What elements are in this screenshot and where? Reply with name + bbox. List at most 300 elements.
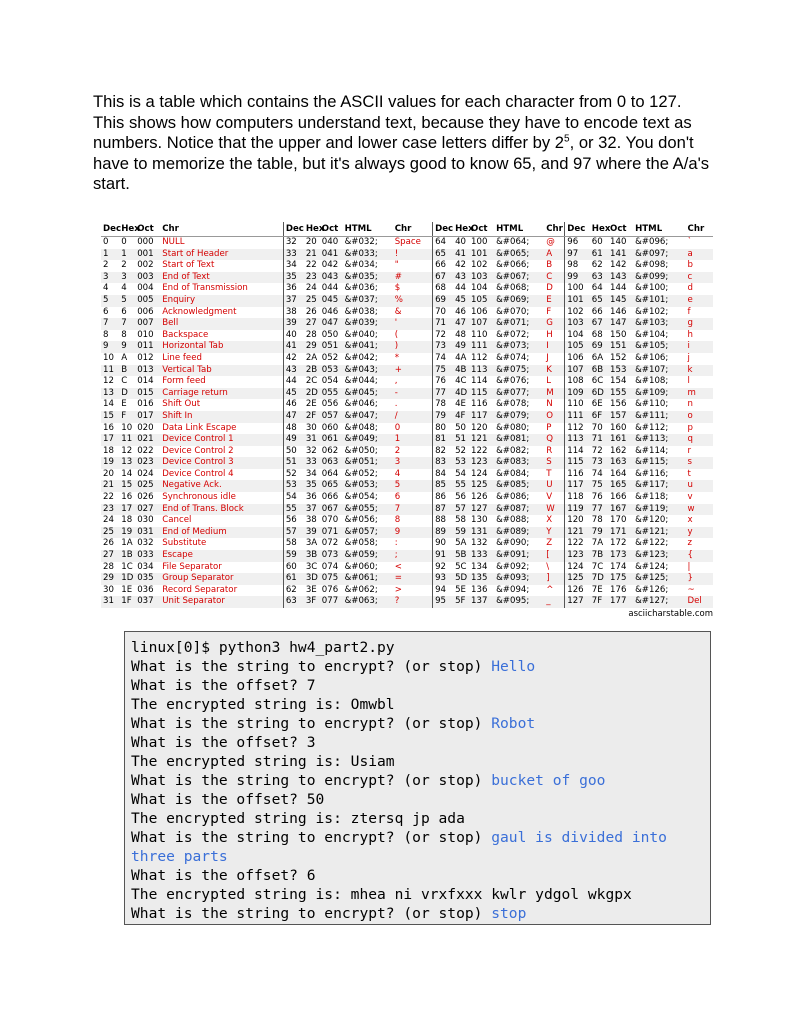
- table-cell: 1: [101, 249, 119, 261]
- table-cell: 67: [433, 272, 454, 284]
- table-cell: W: [544, 504, 565, 516]
- table-cell: 0: [393, 423, 433, 435]
- table-cell: 126: [567, 584, 584, 595]
- table-cell: F: [119, 411, 135, 423]
- table-cell: &#078;: [496, 399, 530, 410]
- table-cell: 011: [135, 341, 160, 353]
- table-cell: 10: [103, 352, 114, 363]
- table-cell: 27: [101, 550, 119, 562]
- table-cell: 23: [304, 272, 320, 284]
- table-cell: 90: [435, 538, 447, 549]
- table-cell: 17: [101, 434, 119, 446]
- table-cell: 13: [119, 457, 135, 469]
- table-cell: Start of Text: [160, 260, 283, 272]
- table-cell: 98: [567, 260, 579, 271]
- table-cell: /: [393, 411, 433, 423]
- table-cell: 16: [103, 422, 114, 433]
- table-cell: 4B: [453, 365, 469, 377]
- table-cell: 137: [469, 596, 494, 608]
- table-cell: 1F: [119, 596, 135, 608]
- table-cell: 70: [435, 306, 447, 317]
- table-cell: 1: [119, 249, 135, 261]
- table-cell: &#061;: [343, 573, 393, 585]
- terminal-output: [124, 631, 711, 925]
- table-cell: 75: [590, 480, 608, 492]
- table-cell: 027: [135, 504, 160, 516]
- table-cell: 037: [135, 596, 160, 608]
- table-cell: 1C: [121, 561, 133, 572]
- table-row: [101, 260, 713, 272]
- table-cell: M: [544, 388, 565, 400]
- table-cell: @: [544, 237, 565, 249]
- table-cell: 044: [321, 283, 339, 294]
- table-cell: 035: [135, 573, 160, 585]
- ascii-header-cell: Oct: [469, 222, 494, 237]
- table-cell: J: [544, 353, 565, 365]
- table-cell: 21: [101, 480, 119, 492]
- table-cell: !: [393, 249, 433, 261]
- table-cell: <: [393, 562, 433, 574]
- table-cell: Del: [686, 596, 713, 608]
- table-cell: l: [687, 376, 690, 387]
- terminal-line: [131, 638, 704, 657]
- table-cell: 29: [304, 341, 320, 353]
- table-cell: 2D: [305, 387, 318, 398]
- table-row: [101, 307, 713, 319]
- table-cell: &#121;: [633, 527, 685, 539]
- table-cell: ?: [393, 596, 433, 608]
- table-cell: 49: [453, 341, 469, 353]
- table-cell: 5: [119, 295, 135, 307]
- table-cell: I: [544, 341, 565, 353]
- table-cell: 6C: [591, 376, 604, 387]
- table-cell: Unit Separator: [160, 596, 283, 608]
- table-cell: &#100;: [635, 283, 669, 294]
- terminal-user-input: Hello: [491, 658, 536, 675]
- table-cell: *: [393, 353, 433, 365]
- table-cell: 108: [567, 376, 584, 387]
- table-cell: 62: [285, 584, 297, 595]
- table-cell: 120: [567, 515, 584, 526]
- table-cell: d: [687, 283, 693, 294]
- table-cell: 124: [471, 468, 488, 479]
- table-cell: +: [393, 365, 433, 377]
- table-cell: Device Control 2: [160, 446, 283, 458]
- table-cell: 172: [610, 538, 627, 549]
- table-cell: 122: [567, 538, 584, 549]
- table-cell: 106: [471, 306, 488, 317]
- table-cell: 15: [101, 411, 119, 423]
- table-cell: Negative Ack.: [160, 480, 283, 492]
- table-row: [101, 585, 713, 597]
- table-cell: 72: [435, 329, 447, 340]
- table-cell: 16: [121, 492, 133, 503]
- table-cell: 157: [608, 411, 633, 423]
- table-cell: 9: [119, 341, 135, 353]
- table-cell: }: [686, 573, 713, 585]
- table-cell: 001: [135, 249, 160, 261]
- table-cell: Vertical Tab: [160, 365, 283, 377]
- table-cell: 070: [321, 515, 339, 526]
- table-cell: Acknowledgment: [160, 307, 283, 319]
- table-cell: 177: [608, 596, 633, 608]
- table-cell: 103: [469, 272, 494, 284]
- table-cell: &#095;: [494, 596, 544, 608]
- table-cell: 31: [101, 596, 119, 608]
- table-cell: &#057;: [343, 527, 393, 539]
- table-cell: &#046;: [344, 399, 378, 410]
- table-cell: $: [393, 283, 433, 295]
- table-cell: 102: [567, 306, 584, 317]
- table-cell: 43: [453, 272, 469, 284]
- table-cell: &#102;: [635, 306, 669, 317]
- table-cell: &#070;: [496, 306, 530, 317]
- table-cell: 006: [137, 306, 154, 317]
- table-cell: 045: [320, 295, 343, 307]
- table-cell: &#036;: [344, 283, 378, 294]
- table-cell: 042: [321, 260, 339, 271]
- table-cell: 142: [610, 260, 627, 271]
- table-cell: 173: [608, 550, 633, 562]
- table-cell: 55: [283, 504, 304, 516]
- table-row: [101, 515, 713, 527]
- table-cell: 163: [608, 457, 633, 469]
- table-cell: &#083;: [494, 457, 544, 469]
- ascii-header-cell: HTML: [494, 222, 544, 237]
- terminal-line: [131, 809, 704, 828]
- table-cell: 9: [101, 341, 119, 353]
- table-cell: [: [544, 550, 565, 562]
- table-row: [101, 469, 713, 481]
- table-cell: g: [686, 318, 713, 330]
- table-cell: 22: [305, 260, 317, 271]
- table-cell: 8: [121, 329, 127, 340]
- table-cell: Horizontal Tab: [160, 341, 283, 353]
- ascii-header-cell: Chr: [393, 222, 433, 237]
- table-cell: Backspace: [160, 330, 283, 342]
- table-cell: 47: [453, 318, 469, 330]
- table-cell: c: [686, 272, 713, 284]
- table-cell: &#045;: [343, 388, 393, 400]
- table-cell: 27: [304, 318, 320, 330]
- table-cell: 68: [435, 283, 447, 294]
- table-cell: S: [544, 457, 565, 469]
- table-cell: 066: [321, 492, 339, 503]
- table-cell: 48: [285, 422, 297, 433]
- table-cell: 69: [433, 295, 454, 307]
- table-cell: &#043;: [343, 365, 393, 377]
- table-cell: 26: [103, 538, 114, 549]
- table-cell: 68: [591, 329, 603, 340]
- table-cell: ;: [393, 550, 433, 562]
- table-cell: &#092;: [496, 561, 530, 572]
- table-cell: 071: [320, 527, 343, 539]
- terminal-line: [131, 752, 704, 771]
- table-cell: &#117;: [633, 480, 685, 492]
- table-cell: 44: [455, 283, 467, 294]
- table-cell: 167: [608, 504, 633, 516]
- table-cell: -: [393, 388, 433, 400]
- ascii-table-figure: [101, 222, 713, 610]
- table-cell: 3: [119, 272, 135, 284]
- ascii-header-cell: Dec: [283, 222, 304, 237]
- table-cell: &#123;: [633, 550, 685, 562]
- table-cell: 156: [610, 399, 627, 410]
- table-cell: q: [686, 434, 713, 446]
- table-cell: &#062;: [344, 584, 378, 595]
- table-cell: 057: [320, 411, 343, 423]
- table-cell: 24: [305, 283, 317, 294]
- table-cell: 6: [121, 306, 127, 317]
- table-cell: 1E: [121, 584, 133, 595]
- table-cell: 133: [469, 550, 494, 562]
- table-cell: 076: [321, 584, 339, 595]
- table-cell: 74: [435, 352, 447, 363]
- table-cell: 25: [304, 295, 320, 307]
- table-row: [101, 237, 713, 249]
- table-cell: 6E: [591, 399, 603, 410]
- table-cell: 24: [103, 515, 114, 526]
- table-cell: &#032;: [344, 237, 378, 247]
- table-cell: &#110;: [635, 399, 669, 410]
- table-cell: 57: [453, 504, 469, 516]
- terminal-text: The encrypted string is: ztersq jp ada: [131, 810, 465, 827]
- table-cell: 7: [393, 504, 433, 516]
- table-cell: 56: [455, 492, 467, 503]
- table-cell: 123: [565, 550, 590, 562]
- table-cell: 65: [590, 295, 608, 307]
- table-cell: 5E: [455, 584, 466, 595]
- table-cell: 4C: [455, 376, 467, 387]
- table-cell: &#122;: [635, 538, 669, 549]
- table-cell: 18: [121, 515, 133, 526]
- table-cell: 112: [471, 352, 488, 363]
- table-cell: 135: [469, 573, 494, 585]
- table-cell: 033: [135, 550, 160, 562]
- table-cell: 123: [469, 457, 494, 469]
- table-cell: 7F: [590, 596, 608, 608]
- table-cell: C: [121, 376, 128, 387]
- table-cell: 7D: [590, 573, 608, 585]
- table-cell: 2C: [305, 376, 318, 387]
- table-cell: 061: [320, 434, 343, 446]
- table-cell: 3: [101, 272, 119, 284]
- table-cell: (: [393, 330, 433, 342]
- table-row: [101, 457, 713, 469]
- ascii-header-cell: Hex: [590, 222, 608, 237]
- terminal-text: What is the offset? 50: [131, 791, 325, 808]
- table-cell: 162: [610, 445, 627, 456]
- table-cell: &#082;: [496, 445, 530, 456]
- table-cell: 7: [119, 318, 135, 330]
- table-cell: &#072;: [496, 329, 530, 340]
- table-cell: 3: [393, 457, 433, 469]
- table-cell: 151: [608, 341, 633, 353]
- table-cell: 113: [565, 434, 590, 446]
- table-cell: &#068;: [496, 283, 530, 294]
- table-cell: 2A: [305, 352, 318, 363]
- table-cell: 49: [283, 434, 304, 446]
- table-cell: 6F: [590, 411, 608, 423]
- table-cell: &#127;: [633, 596, 685, 608]
- ascii-header-cell: Dec: [101, 222, 119, 237]
- table-cell: &#033;: [343, 249, 393, 261]
- table-cell: 45: [453, 295, 469, 307]
- table-row: [101, 573, 713, 585]
- table-cell: E: [544, 295, 565, 307]
- table-cell: &#076;: [496, 376, 530, 387]
- table-cell: 161: [608, 434, 633, 446]
- table-cell: 016: [137, 399, 154, 410]
- table-cell: 4D: [455, 387, 468, 398]
- table-cell: Device Control 4: [160, 469, 283, 481]
- table-cell: 176: [610, 584, 627, 595]
- table-cell: 2: [103, 260, 109, 271]
- table-cell: 107: [565, 365, 590, 377]
- table-cell: 38: [305, 515, 317, 526]
- table-cell: 024: [137, 468, 154, 479]
- table-cell: Line feed: [160, 353, 283, 365]
- terminal-line: [131, 790, 704, 809]
- table-cell: 32: [305, 445, 317, 456]
- table-cell: 6A: [591, 352, 604, 363]
- table-cell: 145: [608, 295, 633, 307]
- table-cell: 36: [285, 283, 297, 294]
- ascii-header-cell: Chr: [544, 222, 565, 237]
- table-cell: 115: [469, 388, 494, 400]
- table-cell: &#106;: [635, 352, 669, 363]
- terminal-user-input: bucket of goo: [491, 772, 606, 789]
- table-cell: 89: [433, 527, 454, 539]
- table-row: [101, 341, 713, 353]
- table-cell: 021: [135, 434, 160, 446]
- table-cell: t: [687, 468, 691, 479]
- table-cell: 46: [285, 399, 297, 410]
- table-cell: K: [544, 365, 565, 377]
- table-cell: &#077;: [494, 388, 544, 400]
- table-cell: 111: [469, 341, 494, 353]
- table-cell: B: [119, 365, 135, 377]
- table-cell: 0: [121, 237, 127, 247]
- table-cell: 125: [469, 480, 494, 492]
- table-cell: Substitute: [160, 538, 283, 550]
- table-cell: Synchronous idle: [160, 492, 283, 504]
- table-cell: 65: [433, 249, 454, 261]
- table-cell: 1B: [119, 550, 135, 562]
- table-cell: 1: [393, 434, 433, 446]
- table-cell: 116: [567, 468, 584, 479]
- table-cell: 4: [103, 283, 109, 294]
- table-cell: 152: [610, 352, 627, 363]
- table-cell: 61: [283, 573, 304, 585]
- table-cell: 107: [469, 318, 494, 330]
- table-cell: 060: [321, 422, 339, 433]
- table-cell: 34: [285, 260, 297, 271]
- table-cell: 67: [590, 318, 608, 330]
- terminal-user-input: Robot: [491, 715, 536, 732]
- table-cell: &#074;: [496, 352, 530, 363]
- terminal-text: What is the offset? 3: [131, 734, 316, 751]
- table-cell: Start of Header: [160, 249, 283, 261]
- table-cell: 119: [565, 504, 590, 516]
- table-cell: 31: [304, 434, 320, 446]
- table-cell: &#054;: [344, 492, 378, 503]
- table-cell: 067: [320, 504, 343, 516]
- table-cell: 46: [455, 306, 467, 317]
- table-cell: &#071;: [494, 318, 544, 330]
- table-row: [101, 527, 713, 539]
- table-cell: 3D: [305, 573, 318, 584]
- table-cell: 52: [455, 445, 467, 456]
- table-cell: k: [686, 365, 713, 377]
- table-cell: 101: [565, 295, 590, 307]
- table-cell: 22: [103, 492, 114, 503]
- table-cell: &#107;: [633, 365, 685, 377]
- table-cell: 104: [567, 329, 584, 340]
- terminal-line: [131, 866, 704, 885]
- table-cell: 9: [393, 527, 433, 539]
- table-cell: 62: [591, 260, 603, 271]
- table-cell: 034: [137, 561, 154, 572]
- table-cell: 100: [471, 237, 488, 247]
- table-cell: 115: [565, 457, 590, 469]
- table-cell: .: [393, 399, 433, 411]
- table-cell: 2F: [304, 411, 320, 423]
- table-cell: Bell: [160, 318, 283, 330]
- table-cell: &#080;: [496, 422, 530, 433]
- table-cell: &#039;: [343, 318, 393, 330]
- table-cell: 041: [320, 249, 343, 261]
- table-cell: &: [393, 307, 433, 319]
- table-cell: &#066;: [496, 260, 530, 271]
- table-cell: ^: [544, 585, 565, 597]
- table-cell: 141: [608, 249, 633, 261]
- terminal-line: [131, 695, 704, 714]
- table-cell: 42: [285, 352, 297, 363]
- table-cell: 84: [435, 468, 447, 479]
- table-cell: j: [687, 352, 690, 363]
- table-cell: p: [687, 422, 693, 433]
- table-cell: &#086;: [496, 492, 530, 503]
- table-cell: &#113;: [633, 434, 685, 446]
- table-cell: &#114;: [635, 445, 669, 456]
- table-cell: 051: [320, 341, 343, 353]
- table-cell: &#088;: [496, 515, 530, 526]
- table-cell: &#064;: [496, 237, 530, 247]
- table-cell: 91: [433, 550, 454, 562]
- table-cell: 73: [433, 341, 454, 353]
- table-cell: 47: [283, 411, 304, 423]
- table-cell: 7C: [591, 561, 604, 572]
- terminal-line: [131, 733, 704, 752]
- table-cell: &#104;: [635, 329, 669, 340]
- table-cell: &#108;: [635, 376, 669, 387]
- table-cell: m: [686, 388, 713, 400]
- table-cell: &#111;: [633, 411, 685, 423]
- table-cell: 23: [101, 504, 119, 516]
- table-cell: 106: [567, 352, 584, 363]
- table-cell: &#125;: [633, 573, 685, 585]
- table-cell: 104: [471, 283, 488, 294]
- table-cell: 82: [435, 445, 447, 456]
- terminal-line: [131, 676, 704, 695]
- table-cell: 29: [101, 573, 119, 585]
- table-cell: 64: [591, 283, 603, 294]
- table-cell: 175: [608, 573, 633, 585]
- ascii-header-cell: Dec: [565, 222, 590, 237]
- table-row: [101, 504, 713, 516]
- table-cell: &#094;: [496, 584, 530, 595]
